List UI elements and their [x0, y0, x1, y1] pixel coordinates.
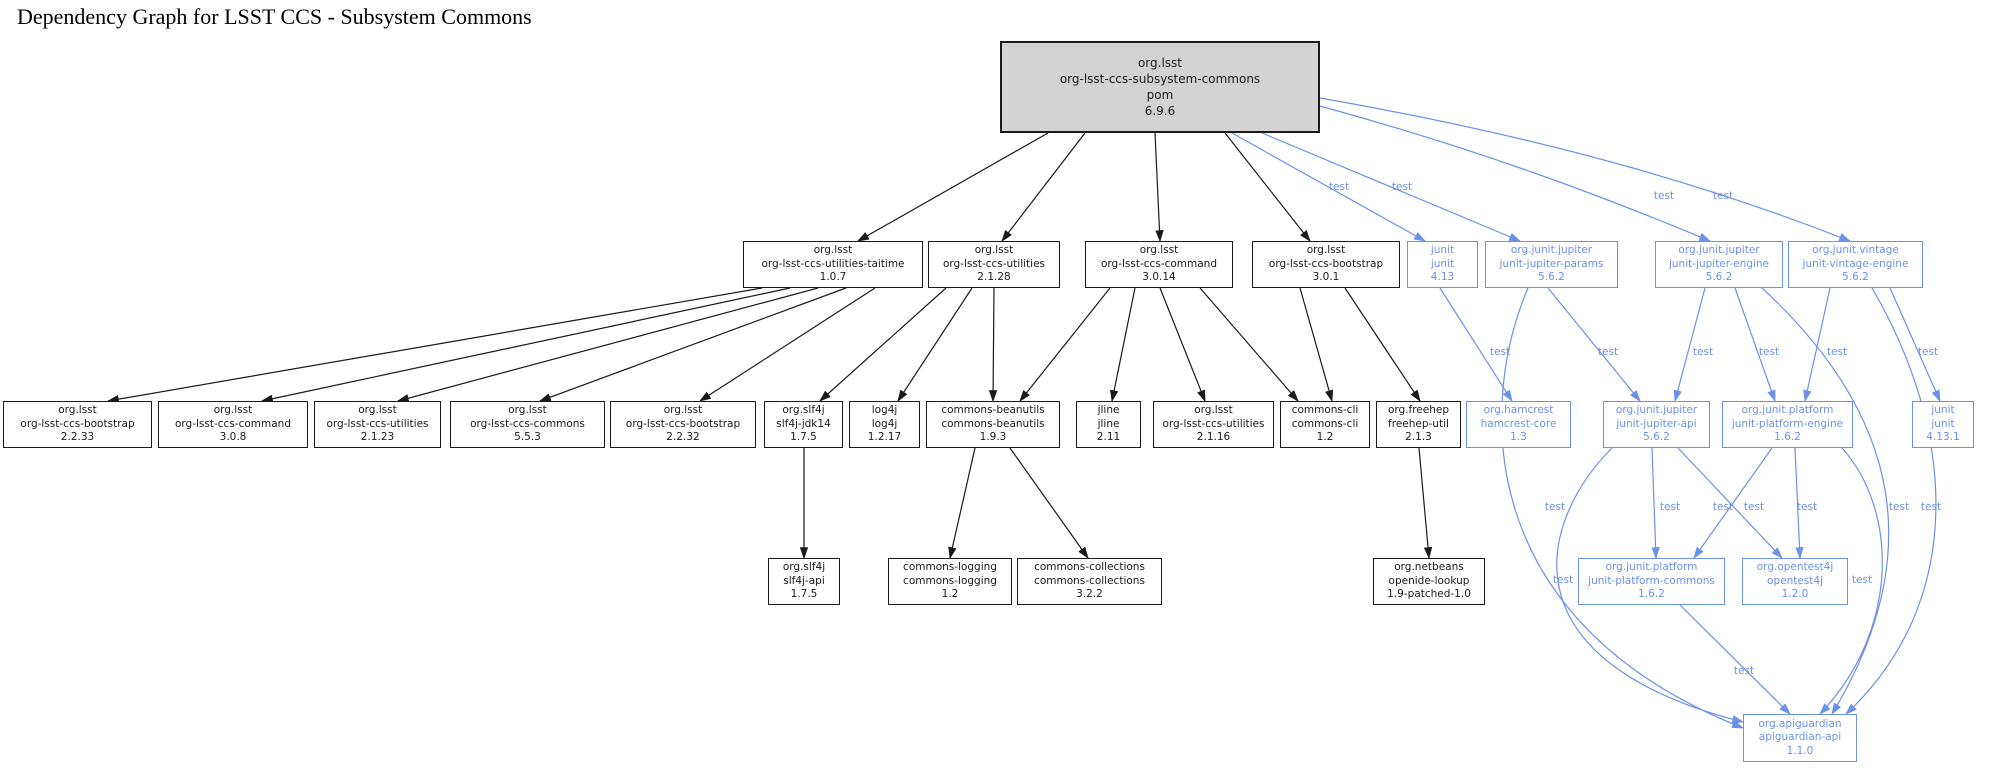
node-text: org.lsst: [1306, 244, 1346, 257]
node-text: 3.0.8: [219, 431, 247, 444]
node-text: commons-logging: [903, 561, 997, 574]
node-clogging: [888, 558, 1012, 605]
node-text: commons-collections: [1034, 574, 1145, 587]
node-text: org.lsst: [358, 404, 397, 417]
edge-label-params-japi: test: [1597, 346, 1619, 358]
node-text: org.lsst: [663, 404, 703, 417]
edge-label-jengine-apiguardian: test: [1888, 501, 1910, 513]
edge-label-root-jengine: test: [1653, 190, 1675, 202]
node-text: junit: [1430, 257, 1455, 270]
node-beanutils: [926, 401, 1060, 448]
node-text: junit-platform-engine: [1731, 417, 1844, 430]
node-text: org-lsst-ccs-command: [1101, 257, 1217, 270]
node-text: 3.2.2: [1076, 588, 1103, 601]
node-text: 5.6.2: [1705, 271, 1733, 284]
node-text: 1.9-patched-1.0: [1387, 588, 1471, 601]
node-text: org.netbeans: [1394, 561, 1464, 574]
edge-label-pengine-opentest: test: [1796, 501, 1818, 513]
node-text: org-lsst-ccs-command: [175, 417, 291, 430]
node-text: org.junit.jupiter: [1510, 244, 1593, 257]
node-boot301: [1252, 241, 1400, 288]
node-text: 2.1.23: [360, 431, 395, 444]
node-text: 1.9.3: [979, 431, 1007, 444]
node-text: junit-jupiter-api: [1616, 417, 1697, 430]
node-text: slf4j-jdk14: [776, 417, 831, 430]
node-text: 5.6.2: [1538, 271, 1565, 284]
node-slf4japi: [768, 558, 840, 605]
node-text: 6.9.6: [1144, 104, 1176, 118]
edge-label-vintage-pengine: test: [1826, 346, 1848, 358]
edge-label-jengine-pengine: test: [1758, 346, 1780, 358]
node-junit413: [1407, 241, 1478, 288]
edge-label-root-params: test: [1391, 181, 1413, 193]
node-slf4jjdk: [764, 401, 843, 448]
edge-label-root-junit413: test: [1328, 181, 1350, 193]
node-text: org.lsst: [1194, 404, 1233, 417]
node-netbeans: [1373, 558, 1485, 605]
node-utils2128: [928, 241, 1060, 288]
node-text: jline: [1097, 417, 1120, 430]
node-jengine: [1655, 241, 1783, 288]
node-text: pom: [1146, 88, 1174, 102]
node-text: org-lsst-ccs-utilities-taitime: [761, 257, 905, 270]
node-text: jline: [1097, 404, 1120, 417]
node-text: log4j: [871, 417, 898, 430]
node-text: 3.0.1: [1312, 271, 1340, 284]
node-commons553: [450, 401, 605, 448]
node-text: 2.11: [1096, 431, 1121, 444]
node-text: junit-jupiter-params: [1499, 257, 1604, 270]
node-text: org.hamcrest: [1483, 404, 1554, 417]
node-vintage: [1788, 241, 1923, 288]
node-text: org.slf4j: [782, 404, 825, 417]
node-text: 1.0.7: [819, 271, 847, 284]
node-apiguardian: [1743, 714, 1857, 762]
node-boot2233: [3, 401, 152, 448]
node-text: org.lsst: [58, 404, 97, 417]
node-text: 2.1.28: [977, 271, 1011, 284]
node-text: 1.2: [1316, 431, 1334, 444]
node-cmd308: [158, 401, 308, 448]
node-ccollections: [1017, 558, 1162, 605]
node-text: commons-cli: [1291, 417, 1359, 430]
node-pcommons: [1578, 558, 1725, 605]
node-utils2123: [314, 401, 441, 448]
node-text: org.lsst: [813, 244, 853, 257]
node-text: org-lsst-ccs-subsystem-commons: [1059, 72, 1261, 86]
node-text: org.junit.jupiter: [1615, 404, 1698, 417]
node-text: 1.3: [1510, 431, 1527, 444]
edge-label-pcommons-apiguardian: test: [1733, 665, 1755, 677]
node-cmd3014: [1085, 241, 1233, 288]
node-text: junit-jupiter-engine: [1668, 257, 1770, 270]
node-text: org.lsst: [1139, 244, 1179, 257]
node-text: 5.5.3: [514, 431, 541, 444]
edge-label-japi-apiguardian: test: [1552, 574, 1574, 586]
node-text: 1.6.2: [1774, 431, 1801, 444]
node-text: 4.13.1: [1926, 431, 1960, 444]
node-text: freehep-util: [1388, 417, 1449, 430]
node-text: apiguardian-api: [1758, 731, 1842, 744]
diagram-title: Dependency Graph for LSST CCS - Subsystem Commons: [17, 4, 532, 29]
node-jline: [1076, 401, 1141, 448]
node-utils2116: [1153, 401, 1274, 448]
node-text: org.lsst: [213, 404, 253, 417]
edge-label-vintage-junit4131: test: [1917, 346, 1939, 358]
edge-label-root-vintage: test: [1712, 190, 1734, 202]
edge-label-japi-opentest: test: [1712, 501, 1734, 513]
node-text: 1.7.5: [790, 588, 818, 601]
node-text: 1.2.17: [867, 431, 902, 444]
node-text: 5.6.2: [1643, 431, 1670, 444]
node-text: org.lsst: [974, 244, 1014, 257]
node-text: 3.0.14: [1142, 271, 1176, 284]
node-text: junit: [1931, 404, 1955, 417]
node-text: commons-beanutils: [941, 404, 1045, 417]
node-text: org-lsst-ccs-bootstrap: [625, 417, 741, 430]
node-text: org.junit.jupiter: [1678, 244, 1760, 257]
node-text: org.junit.vintage: [1812, 244, 1899, 257]
node-text: slf4j-api: [783, 574, 825, 587]
node-text: 4.13: [1430, 271, 1455, 284]
node-text: org-lsst-ccs-bootstrap: [20, 417, 135, 430]
node-text: openide-lookup: [1388, 574, 1470, 587]
node-text: opentest4j: [1767, 574, 1823, 587]
node-text: junit-platform-commons: [1588, 574, 1715, 587]
edge-label-params-apiguardian: test: [1544, 501, 1566, 513]
edge-label-jengine-japi: test: [1692, 346, 1714, 358]
node-text: org-lsst-ccs-utilities: [942, 257, 1046, 270]
node-text: org.lsst: [1137, 56, 1183, 70]
edge-label-junit413-hamcrest: test: [1489, 346, 1511, 358]
node-text: 1.1.0: [1786, 744, 1814, 757]
node-text: org-lsst-ccs-commons: [470, 417, 585, 430]
node-text: junit-vintage-engine: [1802, 257, 1909, 270]
node-text: commons-cli: [1291, 404, 1359, 417]
node-text: 1.7.5: [790, 431, 817, 444]
node-text: org.apiguardian: [1758, 717, 1842, 730]
node-text: org.junit.platform: [1741, 404, 1834, 417]
node-text: junit: [1931, 417, 1955, 430]
node-text: 1.2.0: [1781, 588, 1809, 601]
node-text: org.opentest4j: [1756, 561, 1834, 574]
node-pengine: [1722, 401, 1853, 448]
node-text: 2.2.33: [60, 431, 95, 444]
node-text: log4j: [871, 404, 898, 417]
node-text: hamcrest-core: [1480, 417, 1557, 430]
edge-label-pengine-apiguardian: test: [1851, 574, 1873, 586]
node-text: 1.6.2: [1638, 588, 1665, 601]
node-log4j: [849, 401, 920, 448]
edge-label-pengine-pcommons: test: [1743, 501, 1765, 513]
node-text: org.lsst: [508, 404, 547, 417]
node-text: org-lsst-ccs-utilities: [326, 417, 429, 430]
node-text: commons-beanutils: [941, 417, 1045, 430]
node-text: 5.6.2: [1842, 271, 1869, 284]
node-text: commons-collections: [1034, 561, 1145, 574]
node-root: [1000, 41, 1320, 133]
node-freehep: [1376, 401, 1461, 448]
node-cli: [1280, 401, 1370, 448]
node-boot2232: [610, 401, 756, 448]
node-text: org.junit.platform: [1605, 561, 1698, 574]
edge-label-vintage-apiguardian: test: [1920, 501, 1942, 513]
node-text: org-lsst-ccs-bootstrap: [1268, 257, 1384, 270]
node-text: commons-logging: [903, 574, 997, 587]
node-text: 1.2: [941, 588, 959, 601]
node-taitime: [743, 241, 923, 288]
edge-label-japi-pcommons: test: [1659, 501, 1681, 513]
node-text: junit: [1430, 244, 1455, 257]
node-opentest: [1742, 558, 1848, 605]
node-text: org.slf4j: [782, 561, 826, 574]
node-japi: [1603, 401, 1710, 448]
node-hamcrest: [1466, 401, 1571, 448]
node-params: [1485, 241, 1618, 288]
node-text: 2.2.32: [666, 431, 700, 444]
node-junit4131: [1912, 401, 1974, 448]
node-text: org.freehep: [1387, 404, 1450, 417]
node-text: org-lsst-ccs-utilities: [1162, 417, 1265, 430]
node-text: 2.1.3: [1405, 431, 1432, 444]
node-text: 2.1.16: [1196, 431, 1231, 444]
